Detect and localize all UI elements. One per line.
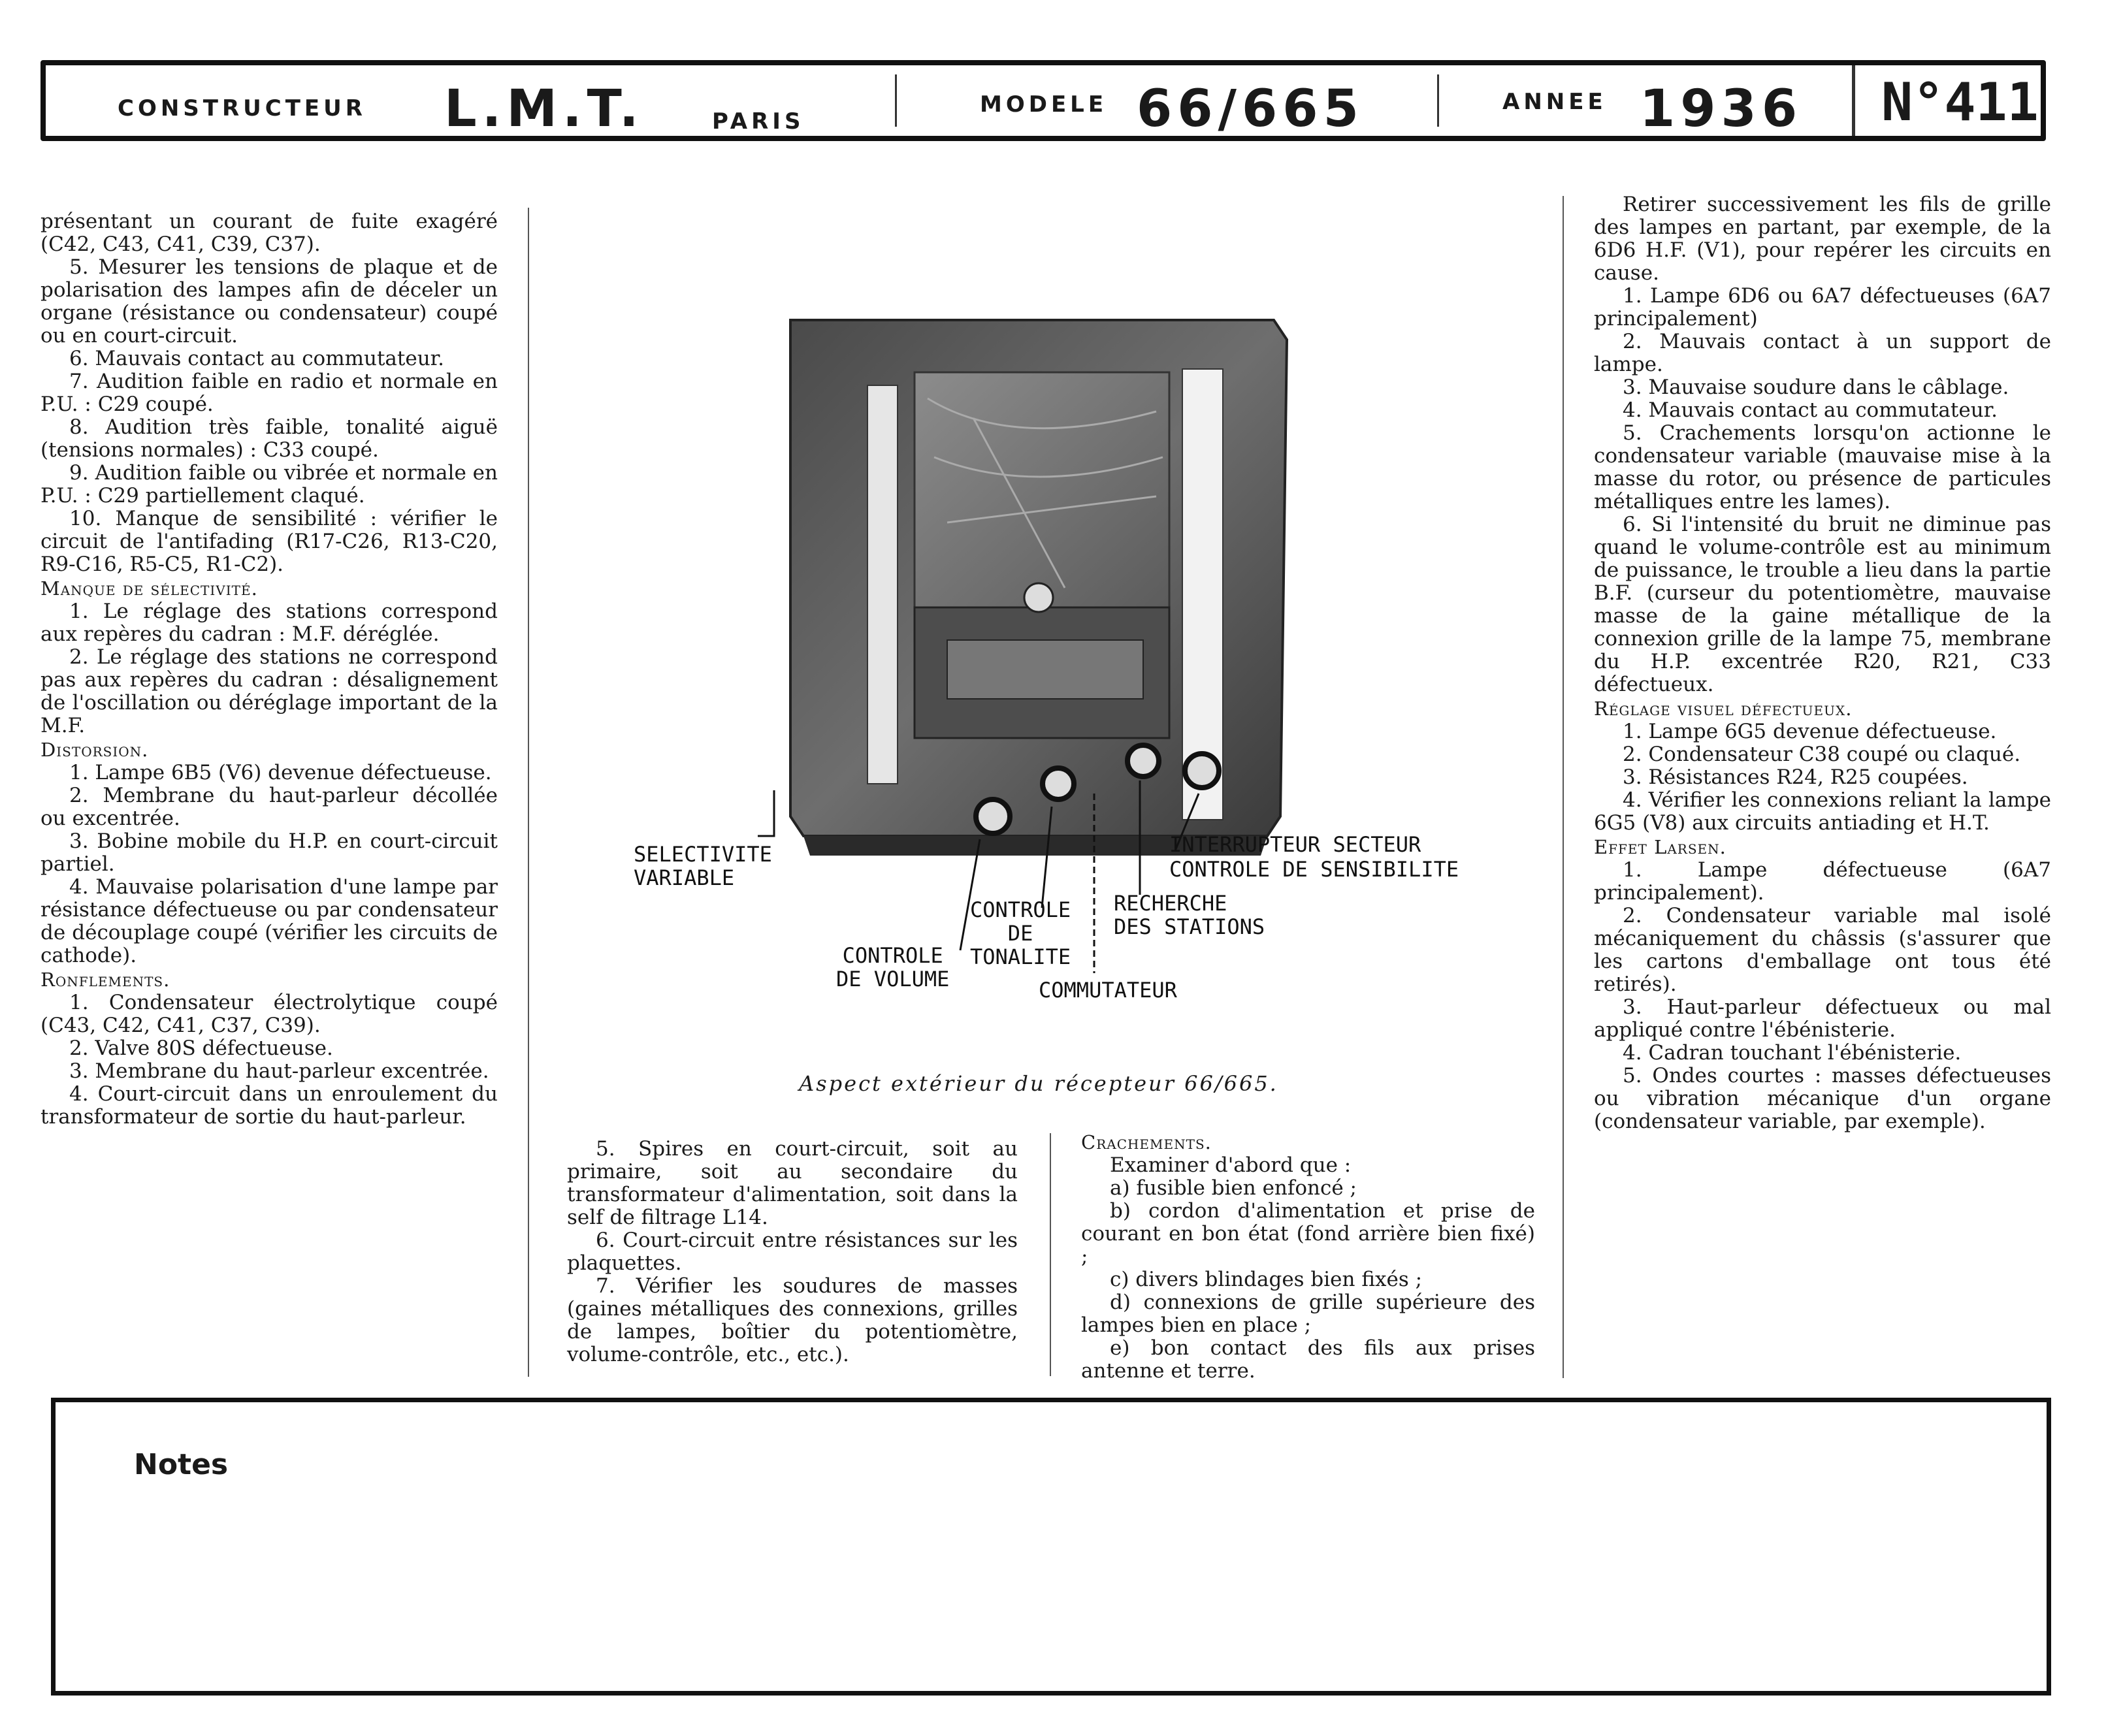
section-heading: Manque de sélectivité. — [41, 577, 258, 600]
notes-title: Notes — [134, 1448, 229, 1481]
annee-value: 1936 — [1640, 80, 1803, 138]
knob-tonalite — [1043, 768, 1074, 799]
label-line: SELECTIVITE — [634, 842, 772, 867]
paragraph: 1. Lampe 6G5 devenue défectueuse. — [1623, 720, 1997, 743]
label-line: VARIABLE — [634, 865, 735, 890]
knob-recherche — [1127, 745, 1159, 777]
paragraph: 7. Audition faible en radio et normale en P.U. : C29 coupé. — [41, 370, 498, 416]
paragraph: 3. Haut-parleur défectueux ou mal appliqué contre l'ébénisterie. — [1594, 995, 2051, 1042]
radio-illustration — [608, 248, 1522, 1058]
sheet-number: N°411 — [1881, 72, 2039, 133]
label-recherche — [1114, 892, 1265, 939]
paragraph: 4. Cadran touchant l'ébénisterie. — [1623, 1041, 1962, 1065]
paragraph: 2. Condensateur C38 coupé ou claqué. — [1623, 743, 2021, 766]
paragraph: 5. Spires en court-circuit, soit au primaire, soit au secondaire du transformateur d'alimentation, soit dans la self de filtrage L14. — [567, 1137, 1018, 1229]
column-3 — [1081, 1130, 1535, 1383]
column-rule — [1563, 196, 1564, 1378]
header-divider — [1852, 65, 1855, 136]
paragraph: 4. Mauvaise polarisation d'une lampe par résistance défectueuse ou par condensateur de découplage coupé (vérifier les circuits de cathode). — [41, 875, 498, 967]
label-line: DE — [1007, 921, 1033, 946]
paragraph: 1. Lampe 6B5 (V6) devenue défectueuse. — [69, 761, 492, 784]
section-heading: Effet Larsen. — [1594, 836, 1726, 858]
section-heading: Crachements. — [1081, 1131, 1212, 1153]
paragraph: 3. Bobine mobile du H.P. en court-circuit partiel. — [41, 829, 498, 876]
paragraph: 1. Lampe défectueuse (6A7 principalement). — [1594, 858, 2051, 905]
paragraph: 2. Valve 80S défectueuse. — [69, 1037, 333, 1060]
label-line: DES STATIONS — [1114, 914, 1265, 939]
paragraph: 5. Crachements lorsqu'on actionne le condensateur variable (mauvaise mise à la masse du rotor, ou présence de particules métalliques entre les lames). — [1594, 421, 2051, 513]
left-light-panel — [867, 385, 898, 784]
constructeur-label: CONSTRUCTEUR — [118, 95, 366, 121]
label-line: TONALITE — [970, 944, 1071, 969]
paragraph: a) fusible bien enfoncé ; — [1110, 1176, 1357, 1200]
annee-label: ANNEE — [1502, 89, 1607, 115]
label-tonalite — [970, 898, 1071, 969]
city: PARIS — [712, 108, 805, 135]
label-line: RECHERCHE — [1114, 891, 1227, 916]
knob-interrupteur — [1185, 754, 1219, 788]
modele-label: MODELE — [980, 91, 1108, 118]
paragraph: 7. Vérifier les soudures de masses (gaines métalliques des connexions, grilles de lampes, boîtier du potentiomètre, volume-contrôle, etc., etc.). — [567, 1274, 1018, 1366]
paragraph: 5. Mesurer les tensions de plaque et de polarisation des lampes afin de déceler un organe (résistance ou condensateur) coupé ou en court-circuit. — [41, 255, 498, 347]
constructeur-value: L.M.T. — [444, 80, 644, 138]
paragraph: 3. Membrane du haut-parleur excentrée. — [69, 1059, 489, 1083]
column-rule — [1050, 1133, 1051, 1376]
label-line: DE VOLUME — [836, 967, 950, 991]
label-sensibilite: CONTROLE DE SENSIBILITE — [1169, 857, 1459, 882]
leader-selectivite — [758, 790, 774, 836]
paragraph: 5. Ondes courtes : masses défectueuses ou vibration mécanique d'un organe (condensateur variable, par exemple). — [1594, 1064, 2051, 1133]
paragraph: e) bon contact des fils aux prises antenne et terre. — [1081, 1336, 1535, 1383]
header-divider — [895, 74, 897, 127]
section-heading: Distorsion. — [41, 739, 149, 761]
paragraph: 6. Court-circuit entre résistances sur les plaquettes. — [567, 1229, 1018, 1275]
paragraph: Retirer successivement les fils de grille des lampes en partant, par exemple, de la 6D6 H.F. (V1), pour repérer les circuits en cause. — [1594, 193, 2051, 285]
column-1 — [41, 210, 498, 1129]
paragraph: 1. Le réglage des stations correspond aux repères du cadran : M.F. déréglée. — [41, 600, 498, 646]
paragraph: présentant un courant de fuite exagéré (C42, C43, C41, C39, C37). — [41, 210, 498, 256]
label-line: CONTROLE — [970, 897, 1071, 922]
label-selectivite — [634, 843, 772, 890]
column-4 — [1594, 193, 2051, 1133]
paragraph: 2. Mauvais contact à un support de lampe. — [1594, 330, 2051, 376]
section-heading: Ronflements. — [41, 969, 170, 991]
label-volume — [836, 944, 949, 991]
paragraph: 4. Court-circuit dans un enroulement du transformateur de sortie du haut-parleur. — [41, 1082, 498, 1129]
header-divider — [1437, 74, 1439, 127]
paragraph: 2. Le réglage des stations ne correspond pas aux repères du cadran : désalignement de l'oscillation ou déréglage important de la M.F. — [41, 645, 498, 737]
paragraph: 3. Résistances R24, R25 coupées. — [1623, 765, 1968, 789]
label-commutateur: COMMUTATEUR — [1039, 978, 1177, 1003]
label-interrupteur: INTERRUPTEUR SECTEUR — [1169, 832, 1421, 857]
knob-volume — [976, 799, 1010, 833]
paragraph: 4. Vérifier les connexions reliant la lampe 6G5 (V8) aux circuits antiading et H.T. — [1594, 788, 2051, 835]
paragraph: 10. Manque de sensibilité : vérifier le circuit de l'antifading (R17-C26, R13-C20, R9-C16, R5-C5, R1-C2). — [41, 507, 498, 576]
paragraph: 8. Audition très faible, tonalité aiguë (tensions normales) : C33 coupé. — [41, 415, 498, 462]
header-banner — [41, 60, 2046, 141]
paragraph: 6. Si l'intensité du bruit ne diminue pas quand le volume-contrôle est au minimum de puissance, le trouble a lieu dans la partie B.F. (curseur du potentiomètre, mauvaise masse de la gaine métallique de la connexion grille de la lampe 75, membrane du H.P. excentrée R20, R21, C33 défectueux. — [1594, 513, 2051, 696]
section-heading: Réglage visuel défectueux. — [1594, 698, 1853, 720]
paragraph: 9. Audition faible ou vibrée et normale en P.U. : C29 partiellement claqué. — [41, 461, 498, 507]
paragraph: Examiner d'abord que : — [1110, 1153, 1352, 1177]
speaker-grille — [915, 372, 1169, 607]
paragraph: 2. Condensateur variable mal isolé mécaniquement du châssis (s'assurer que les cartons d'emballage ont tous été retirés). — [1594, 904, 2051, 996]
column-rule — [528, 208, 529, 1377]
column-2 — [567, 1138, 1018, 1366]
modele-value: 66/665 — [1137, 80, 1364, 138]
paragraph: 2. Membrane du haut-parleur décollée ou excentrée. — [41, 784, 498, 830]
paragraph: 1. Lampe 6D6 ou 6A7 défectueuses (6A7 principalement) — [1594, 284, 2051, 330]
paragraph: c) divers blindages bien fixés ; — [1110, 1268, 1423, 1291]
magic-eye-indicator — [1024, 583, 1053, 612]
paragraph: d) connexions de grille supérieure des lampes bien en place ; — [1081, 1291, 1535, 1337]
paragraph: 1. Condensateur électrolytique coupé (C43, C42, C41, C37, C39). — [41, 991, 498, 1037]
dial-scale — [947, 640, 1143, 699]
paragraph: b) cordon d'alimentation et prise de courant en bon état (fond arrière bien fixé) ; — [1081, 1199, 1535, 1268]
label-line: CONTROLE — [842, 943, 943, 968]
notes-box[interactable] — [51, 1398, 2051, 1696]
figure-caption: Aspect extérieur du récepteur 66/665. — [799, 1071, 1278, 1096]
paragraph: 3. Mauvaise soudure dans le câblage. — [1623, 376, 2009, 399]
paragraph: 6. Mauvais contact au commutateur. — [69, 347, 444, 370]
paragraph: 4. Mauvais contact au commutateur. — [1623, 398, 1998, 422]
